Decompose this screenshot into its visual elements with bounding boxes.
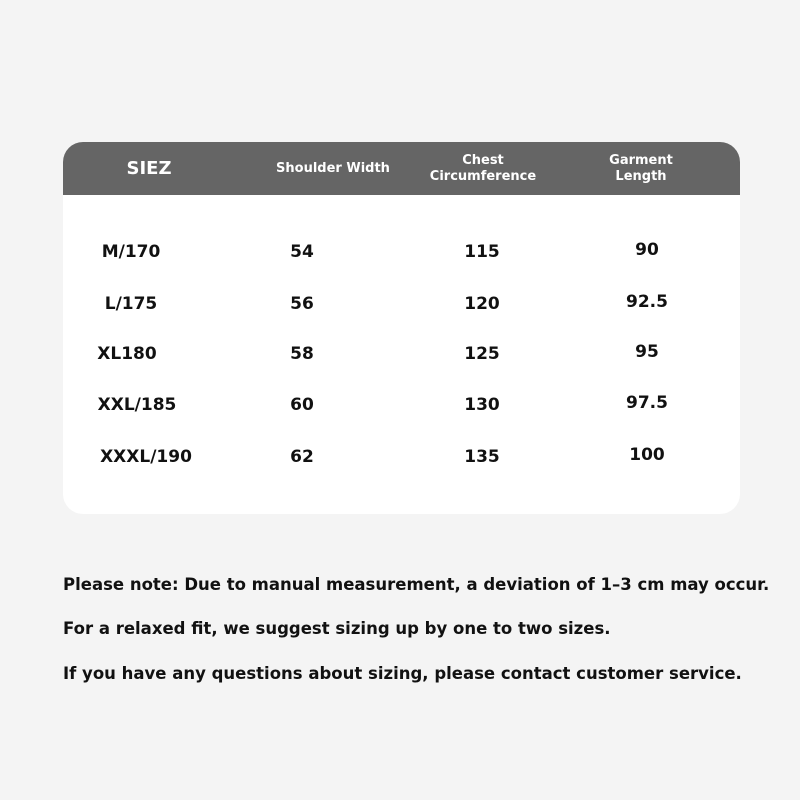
cell-shoulder: 56 — [290, 294, 314, 314]
header-size-label: SIEZ — [126, 157, 172, 179]
cell-size: XXL/185 — [97, 395, 177, 415]
cell-length: 97.5 — [626, 393, 668, 413]
header-chest-circumference — [408, 142, 558, 197]
table-row — [63, 289, 740, 319]
header-length-line2: Length — [615, 168, 667, 184]
cell-size: M/170 — [101, 242, 161, 262]
table-row — [63, 339, 740, 369]
cell-shoulder: 62 — [290, 447, 314, 467]
header-size — [99, 142, 199, 195]
size-chart-header — [63, 142, 740, 195]
cell-length: 100 — [629, 445, 665, 465]
table-row — [63, 237, 740, 267]
note-measurement-deviation: Please note: Due to manual measurement, a deviation of 1–3 cm may occur. — [63, 575, 770, 594]
cell-length: 95 — [635, 342, 659, 362]
header-shoulder-label: Shoulder Width — [276, 160, 390, 176]
cell-shoulder: 54 — [290, 242, 314, 262]
cell-size: XXXL/190 — [100, 447, 192, 467]
header-garment-length — [571, 142, 711, 197]
header-shoulder-width — [233, 142, 433, 195]
note-contact-service: If you have any questions about sizing, please contact customer service. — [63, 664, 742, 683]
header-chest-line2: Circumference — [429, 168, 537, 184]
cell-chest: 130 — [464, 395, 500, 415]
note-relaxed-fit: For a relaxed fit, we suggest sizing up by one to two sizes. — [63, 619, 611, 638]
table-row — [63, 390, 740, 420]
cell-shoulder: 58 — [290, 344, 314, 364]
cell-size: L/175 — [104, 294, 158, 314]
cell-length: 92.5 — [626, 292, 668, 312]
cell-chest: 125 — [464, 344, 500, 364]
cell-chest: 120 — [464, 294, 500, 314]
table-row — [63, 442, 740, 472]
cell-length: 90 — [635, 240, 659, 260]
cell-shoulder: 60 — [290, 395, 314, 415]
header-chest-line1: Chest — [462, 152, 504, 168]
cell-chest: 135 — [464, 447, 500, 467]
header-length-line1: Garment — [609, 152, 673, 168]
cell-chest: 115 — [464, 242, 500, 262]
cell-size: XL180 — [97, 344, 157, 364]
size-chart-card — [63, 142, 740, 514]
